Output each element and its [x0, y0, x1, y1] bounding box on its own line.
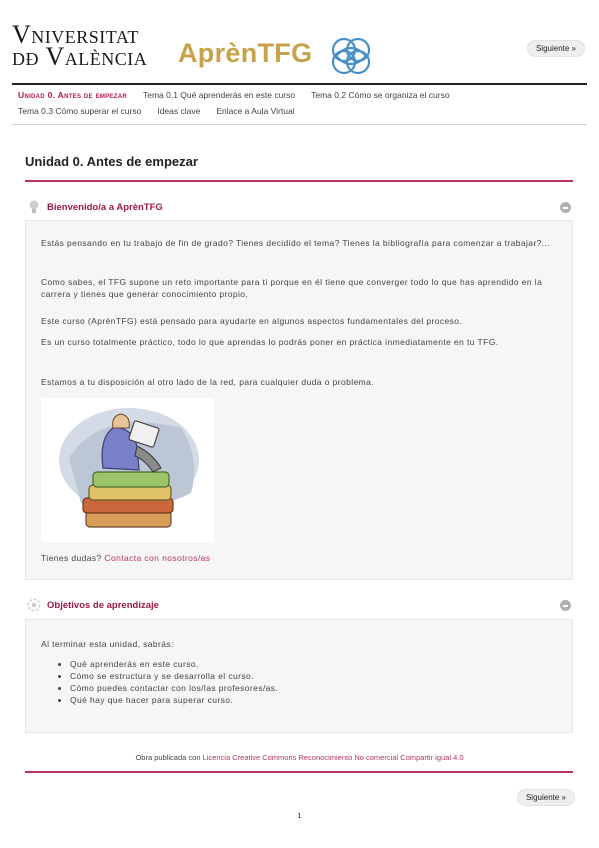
header-divider: [12, 83, 587, 85]
license-link[interactable]: Licencia Creative Commons Reconocimiento No comercial Compartir igual 4.0: [202, 753, 464, 762]
collapse-icon[interactable]: [560, 600, 571, 611]
nav-item-unidad-0[interactable]: Unidad 0. Antes de empezar: [18, 90, 127, 100]
page-number: 1: [297, 811, 302, 820]
nav-item-tema-0-2[interactable]: Tema 0.2 Cómo se organiza el curso: [311, 90, 450, 100]
welcome-paragraph: Estás pensando en tu trabajo de fin de grado? Tienes decidido el tema? Tienes la bibliografía para comenzar a trabajar?...: [41, 238, 551, 248]
page-title: Unidad 0. Antes de empezar: [25, 154, 198, 169]
welcome-paragraph: Estamos a tu disposición al otro lado de la red, para cualquier duda o problema.: [41, 377, 374, 387]
welcome-section-header[interactable]: [25, 199, 573, 217]
nav-divider: [12, 124, 587, 125]
list-item: • Cómo se estructura y se desarrolla el curso.: [70, 670, 278, 682]
objectives-section-header[interactable]: [25, 597, 573, 615]
brand-title: AprènTFG: [178, 38, 313, 68]
license-footer: [0, 753, 599, 762]
target-icon: [27, 597, 41, 613]
nav-item-aula-virtual[interactable]: Enlace a Aula Virtual: [216, 106, 295, 116]
objectives-section-title: Objetivos de aprendizaje: [47, 600, 159, 611]
objectives-section-body: [25, 619, 573, 733]
university-logo[interactable]: [12, 20, 148, 71]
student-on-books-illustration: [41, 398, 214, 542]
welcome-section-title: Bienvenido/a a AprènTFG: [47, 202, 163, 213]
university-logo-line1: Vniversitat: [12, 20, 139, 49]
site-header: [12, 20, 587, 82]
welcome-paragraph: Como sabes, el TFG supone un reto importante para ti porque en él tiene que converger todo lo que has aprendido en la carrera y tienes que generar conocimiento propio.: [41, 277, 543, 299]
welcome-paragraph: Este curso (AprènTFG) está pensado para ayudarte en algunos aspectos fundamentales del proceso.: [41, 316, 463, 326]
nav-item-tema-0-3[interactable]: Tema 0.3 Cómo superar el curso: [18, 106, 142, 116]
title-divider: [25, 180, 573, 182]
list-item: • Cómo puedes contactar con los/las profesores/as.: [70, 682, 278, 694]
collapse-icon[interactable]: [560, 202, 571, 213]
celtic-knot-icon: [328, 34, 374, 78]
next-button-top[interactable]: Siguiente »: [527, 40, 585, 57]
list-item: • Qué hay que hacer para superar curso.: [70, 694, 278, 706]
next-button-bottom[interactable]: Siguiente »: [517, 789, 575, 806]
list-item: • Qué aprenderás en este curso.: [70, 658, 278, 670]
lightbulb-icon: [27, 199, 41, 215]
objectives-list: [56, 658, 278, 706]
contact-line: [41, 552, 558, 564]
nav-item-tema-0-1[interactable]: Tema 0.1 Qué aprenderás en este curso: [142, 90, 296, 100]
license-prefix: Obra publicada con: [135, 753, 201, 762]
contact-link[interactable]: Contacta con nosotros/as: [104, 553, 211, 563]
welcome-section-body: [25, 220, 573, 580]
contact-prefix: Tienes dudas?: [41, 553, 102, 563]
objectives-intro: Al terminar esta unidad, sabrás:: [41, 639, 174, 649]
university-logo-line2: dð València: [12, 42, 148, 71]
welcome-paragraph: Es un curso totalmente práctico, todo lo que aprendas lo podrás poner en práctica inmediatamente en tu TFG.: [41, 337, 499, 347]
nav-item-ideas-clave[interactable]: Ideas clave: [157, 106, 201, 116]
unit-navigation: [18, 90, 578, 122]
footer-divider: [25, 771, 573, 773]
